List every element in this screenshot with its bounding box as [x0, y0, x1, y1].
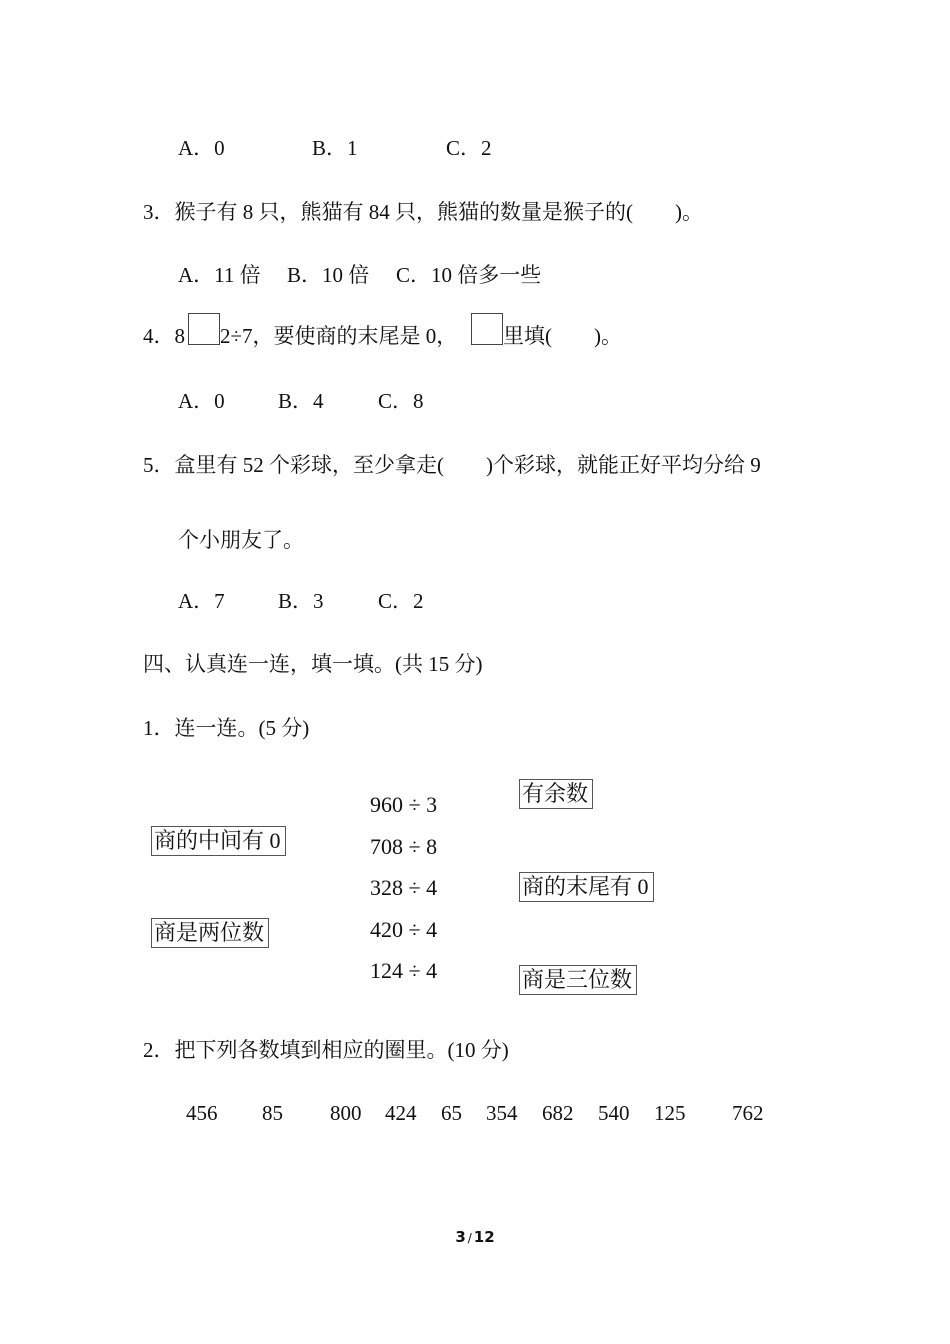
q4-blank-box-2 [471, 313, 503, 345]
page-separator: / [467, 1231, 472, 1245]
page-total: 12 [473, 1228, 495, 1246]
q3-option-c: C．10 倍多一些 [396, 263, 542, 287]
q4-number: 4．8 [143, 324, 185, 348]
subquestion-2-title: 2．把下列各数填到相应的圈里。(10 分) [143, 1038, 509, 1062]
right-label-end-zero: 商的末尾有 0 [519, 872, 654, 902]
q5-option-b: B．3 [278, 589, 324, 613]
q5-option-c: C．2 [378, 589, 424, 613]
q4-blank-box [188, 313, 220, 345]
q3-option-b: B．10 倍 [287, 263, 370, 287]
q4-option-b: B．4 [278, 389, 324, 413]
q5-stem-line1: 5．盒里有 52 个彩球，至少拿走( )个彩球，就能正好平均分给 9 [143, 453, 761, 477]
number-item: 762 [732, 1101, 764, 1125]
q3-option-a: A．11 倍 [178, 263, 261, 287]
q5-stem-line2: 个小朋友了。 [178, 528, 304, 552]
left-label-middle-zero: 商的中间有 0 [151, 826, 286, 856]
expression-5: 124 ÷ 4 [370, 958, 438, 983]
q5-option-a: A．7 [178, 589, 225, 613]
number-item: 65 [441, 1101, 462, 1125]
number-item: 540 [598, 1101, 630, 1125]
number-item: 354 [486, 1101, 518, 1125]
right-label-three-digit: 商是三位数 [519, 965, 637, 995]
subquestion-1-title: 1．连一连。(5 分) [143, 716, 310, 740]
number-item: 424 [385, 1101, 417, 1125]
expression-3: 328 ÷ 4 [370, 875, 438, 900]
q2-option-a: A．0 [178, 136, 225, 160]
expression-2: 708 ÷ 8 [370, 834, 438, 859]
page-number [0, 1228, 950, 1246]
q2-option-c: C．2 [446, 136, 492, 160]
expression-4: 420 ÷ 4 [370, 917, 438, 942]
number-item: 125 [654, 1101, 686, 1125]
number-item: 456 [186, 1101, 218, 1125]
expression-1: 960 ÷ 3 [370, 792, 438, 817]
q4-option-c: C．8 [378, 389, 424, 413]
q4-stem-middle: 2÷7，要使商的末尾是 0， [220, 324, 458, 348]
number-item: 800 [330, 1101, 362, 1125]
right-label-remainder: 有余数 [519, 779, 593, 809]
q4-stem-end: 里填( )。 [503, 324, 622, 348]
section-heading: 四、认真连一连，填一填。(共 15 分) [143, 652, 483, 676]
q4-option-a: A．0 [178, 389, 225, 413]
left-label-two-digit: 商是两位数 [151, 918, 269, 948]
number-item: 682 [542, 1101, 574, 1125]
q3-stem: 3．猴子有 8 只，熊猫有 84 只，熊猫的数量是猴子的( )。 [143, 200, 703, 224]
number-item: 85 [262, 1101, 283, 1125]
page-current: 3 [455, 1228, 466, 1246]
q2-option-b: B．1 [312, 136, 358, 160]
